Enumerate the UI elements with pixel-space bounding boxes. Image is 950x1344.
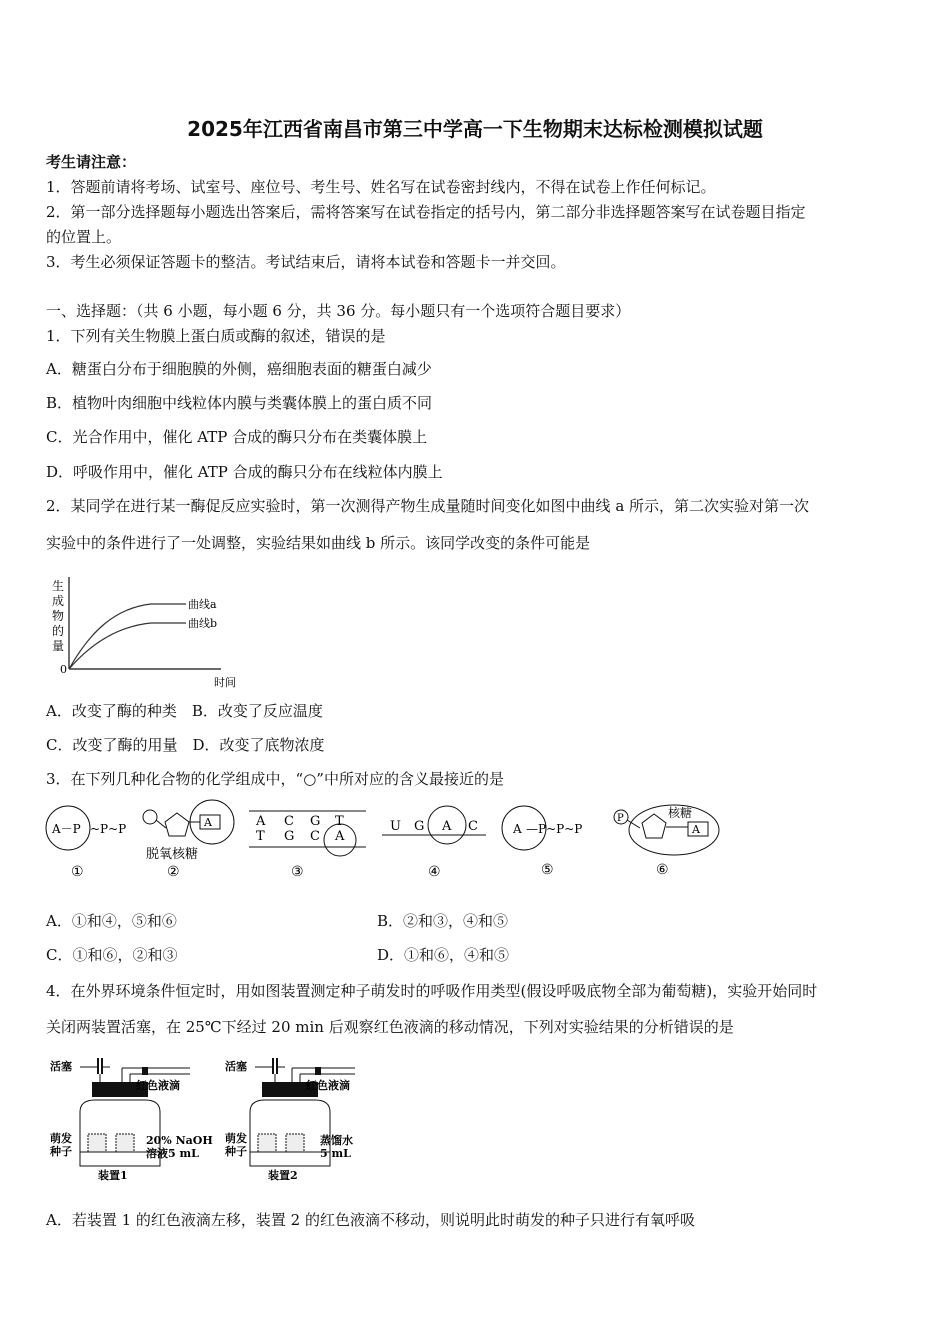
q2-curve-a-label: 曲线a [188, 598, 217, 611]
svg-text:G: G [414, 819, 425, 834]
svg-text:A: A [692, 823, 700, 836]
svg-text:红色液滴: 红色液滴 [136, 1079, 180, 1092]
q3-fig-2 [143, 800, 234, 862]
svg-text:C: C [284, 814, 294, 829]
q2-y-axis-label [52, 578, 64, 653]
notice-item-2b: 的位置上。 [46, 228, 122, 246]
q3-fig-5 [502, 806, 582, 850]
svg-text:种子: 种子 [225, 1145, 247, 1158]
svg-text:A: A [513, 822, 522, 836]
q2-stem-line2: 实验中的条件进行了一处调整，实验结果如曲线 b 所示。该同学改变的条件可能是 [46, 534, 591, 552]
svg-text:A－P: A－P [52, 822, 81, 836]
q3-fig-numbers [71, 862, 669, 880]
svg-text:脱氧核糖: 脱氧核糖 [146, 847, 199, 862]
q4-option-a: A．若装置 1 的红色液滴左移，装置 2 的红色液滴不移动，则说明此时萌发的种子只进行有氧呼吸 [46, 1211, 695, 1229]
svg-text:C: C [468, 819, 478, 834]
notice-heading: 考生请注意： [46, 153, 137, 171]
svg-text:活塞: 活塞 [225, 1060, 247, 1073]
svg-text:蒸馏水: 蒸馏水 [320, 1134, 353, 1147]
svg-text:萌发: 萌发 [50, 1132, 72, 1145]
notice-item-3: 3．考生必须保证答题卡的整洁。考试结束后，请将本试卷和答题卡一并交回。 [46, 253, 566, 271]
svg-text:20% NaOH: 20% NaOH [146, 1134, 213, 1147]
q1-option-b: B．植物叶肉细胞中线粒体内膜与类囊体膜上的蛋白质不同 [46, 394, 433, 412]
svg-text:T: T [256, 829, 265, 844]
svg-text:5 mL: 5 mL [320, 1147, 351, 1160]
svg-text:④: ④ [428, 864, 441, 880]
svg-text:A: A [256, 814, 266, 829]
q3-fig-3 [249, 811, 366, 856]
q4-stem-line2: 关闭两装置活塞，在 25℃下经过 20 min 后观察红色液滴的移动情况，下列对实验结果的分析错误的是 [46, 1018, 734, 1036]
svg-text:萌发: 萌发 [225, 1132, 247, 1145]
svg-text:A: A [204, 816, 212, 829]
q2-origin: 0 [60, 663, 67, 676]
svg-text:~P~P: ~P~P [90, 822, 127, 836]
q2-curve-b [69, 623, 186, 669]
svg-text:T: T [335, 814, 344, 829]
q4-apparatus [50, 1052, 380, 1182]
q3-fig-6 [614, 805, 719, 855]
svg-text:装置1: 装置1 [98, 1169, 128, 1182]
q2-curve-a [69, 604, 186, 669]
q2-stem-line1: 2．某同学在进行某一酶促反应实验时，第一次测得产物生成量随时间变化如图中曲线 a 所示，第二次实验对第一次 [46, 497, 810, 515]
notice-item-2a: 2．第一部分选择题每小题选出答案后，需将答案写在试卷指定的括号内，第二部分非选择题答案写在试卷题目指定 [46, 203, 806, 221]
page-title: 2025年江西省南昌市第三中学高一下生物期末达标检测模拟试题 [187, 117, 763, 141]
q4-device-2 [224, 1058, 355, 1182]
svg-text:P: P [617, 813, 624, 824]
q2-options-ab: A．改变了酶的种类 B．改变了反应温度 [46, 702, 323, 720]
q3-fig-1 [46, 806, 126, 850]
q4-stem-line1: 4．在外界环境条件恒定时，用如图装置测定种子萌发时的呼吸作用类型(假设呼吸底物全部为葡萄糖)，实验开始同时 [46, 982, 818, 1000]
section-heading: 一、选择题：（共 6 小题，每小题 6 分，共 36 分。每小题只有一个选项符合题目要求） [46, 302, 631, 320]
svg-text:G: G [310, 814, 321, 829]
svg-text:C: C [310, 829, 320, 844]
svg-text:⑥: ⑥ [656, 862, 669, 878]
svg-text:核糖: 核糖 [668, 806, 693, 820]
svg-text:溶液5 mL: 溶液5 mL [146, 1147, 199, 1160]
q3-figures [46, 800, 746, 885]
svg-text:②: ② [167, 864, 180, 880]
q2-options-cd: C．改变了酶的用量 D．改变了底物浓度 [46, 736, 325, 754]
svg-text:装置2: 装置2 [268, 1169, 298, 1182]
svg-text:种子: 种子 [50, 1145, 72, 1158]
q2-ylabel-char: 物 [52, 609, 65, 623]
svg-text:⑤: ⑤ [541, 862, 554, 878]
q2-curve-b-label: 曲线b [188, 617, 218, 630]
q3-option-d: D．①和⑥，④和⑤ [377, 946, 510, 964]
q2-ylabel-char: 的 [52, 624, 65, 638]
q1-option-d: D．呼吸作用中，催化 ATP 合成的酶只分布在线粒体内膜上 [46, 463, 443, 481]
svg-text:A: A [335, 829, 345, 844]
svg-text:①: ① [71, 864, 84, 880]
q3-option-a: A．①和④，⑤和⑥ [46, 912, 177, 930]
notice-item-1: 1．答题前请将考场、试室号、座位号、考生号、姓名写在试卷密封线内，不得在试卷上作任何标记。 [46, 178, 716, 196]
svg-text:A: A [442, 819, 452, 834]
svg-text:③: ③ [291, 864, 304, 880]
q2-ylabel-char: 成 [52, 594, 65, 608]
svg-text:U: U [390, 819, 401, 834]
q1-option-c: C．光合作用中，催化 ATP 合成的酶只分布在类囊体膜上 [46, 428, 428, 446]
q1-option-a: A．糖蛋白分布于细胞膜的外侧，癌细胞表面的糖蛋白减少 [46, 360, 432, 378]
svg-text:G: G [284, 829, 295, 844]
q2-ylabel-char: 量 [52, 639, 65, 653]
svg-text:—P~P~P: —P~P~P [526, 822, 583, 836]
svg-text:活塞: 活塞 [50, 1060, 72, 1073]
svg-text:红色液滴: 红色液滴 [306, 1079, 350, 1092]
q1-stem: 1．下列有关生物膜上蛋白质或酶的叙述，错误的是 [46, 327, 386, 345]
q3-option-b: B．②和③，④和⑤ [377, 912, 509, 930]
q3-fig-4 [382, 806, 486, 844]
q2-x-axis-label: 时间 [214, 676, 236, 689]
q4-device-1 [49, 1058, 213, 1182]
q2-ylabel-char: 生 [52, 579, 65, 593]
q2-graph [46, 575, 246, 690]
q3-stem: 3．在下列几种化合物的化学组成中，“○”中所对应的含义最接近的是 [46, 770, 504, 788]
q3-option-c: C．①和⑥，②和③ [46, 946, 178, 964]
